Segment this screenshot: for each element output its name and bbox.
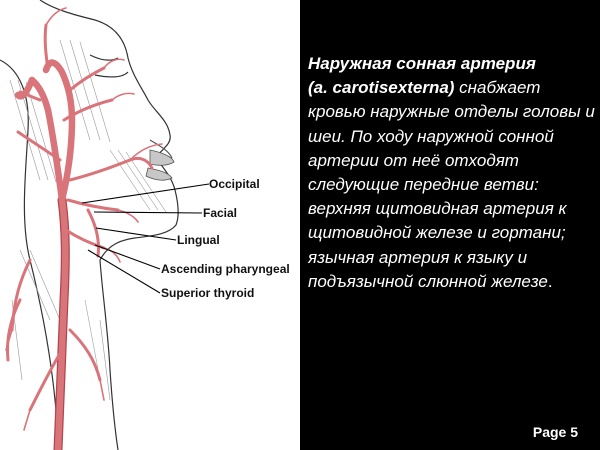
label-facial: Facial xyxy=(203,206,238,220)
description-title: Наружная сонная артерия xyxy=(308,54,536,73)
facial-leader-line xyxy=(94,212,202,213)
occipital-leader-line xyxy=(82,184,209,203)
facial-branch xyxy=(70,158,152,180)
description-latin-name: (a. carotisexterna) xyxy=(308,78,455,98)
page-number: Page 5 xyxy=(532,424,578,440)
neck-front-outline xyxy=(100,260,118,450)
description-panel xyxy=(300,0,600,450)
superior-thyroid-leader-line xyxy=(88,250,160,293)
description-text xyxy=(308,52,598,294)
label-occipital: Occipital xyxy=(209,177,260,191)
label-lingual: Lingual xyxy=(177,233,220,247)
label-ascending-pharyngeal: Ascending pharyngeal xyxy=(161,262,290,276)
label-superior-thyroid: Superior thyroid xyxy=(161,286,255,300)
ascending-pharyngeal-leader-line xyxy=(95,245,160,269)
description-body: снабжает кровью наружные отделы головы и шеи. По ходу наружной сонной артерии от неё отходят следующие передние ветви: верхняя щитовидная артерия к щитовидной железе и гортани; язычная артерия к языку и подъязычной слюнной железе xyxy=(308,78,595,291)
description-end: . xyxy=(547,271,553,291)
